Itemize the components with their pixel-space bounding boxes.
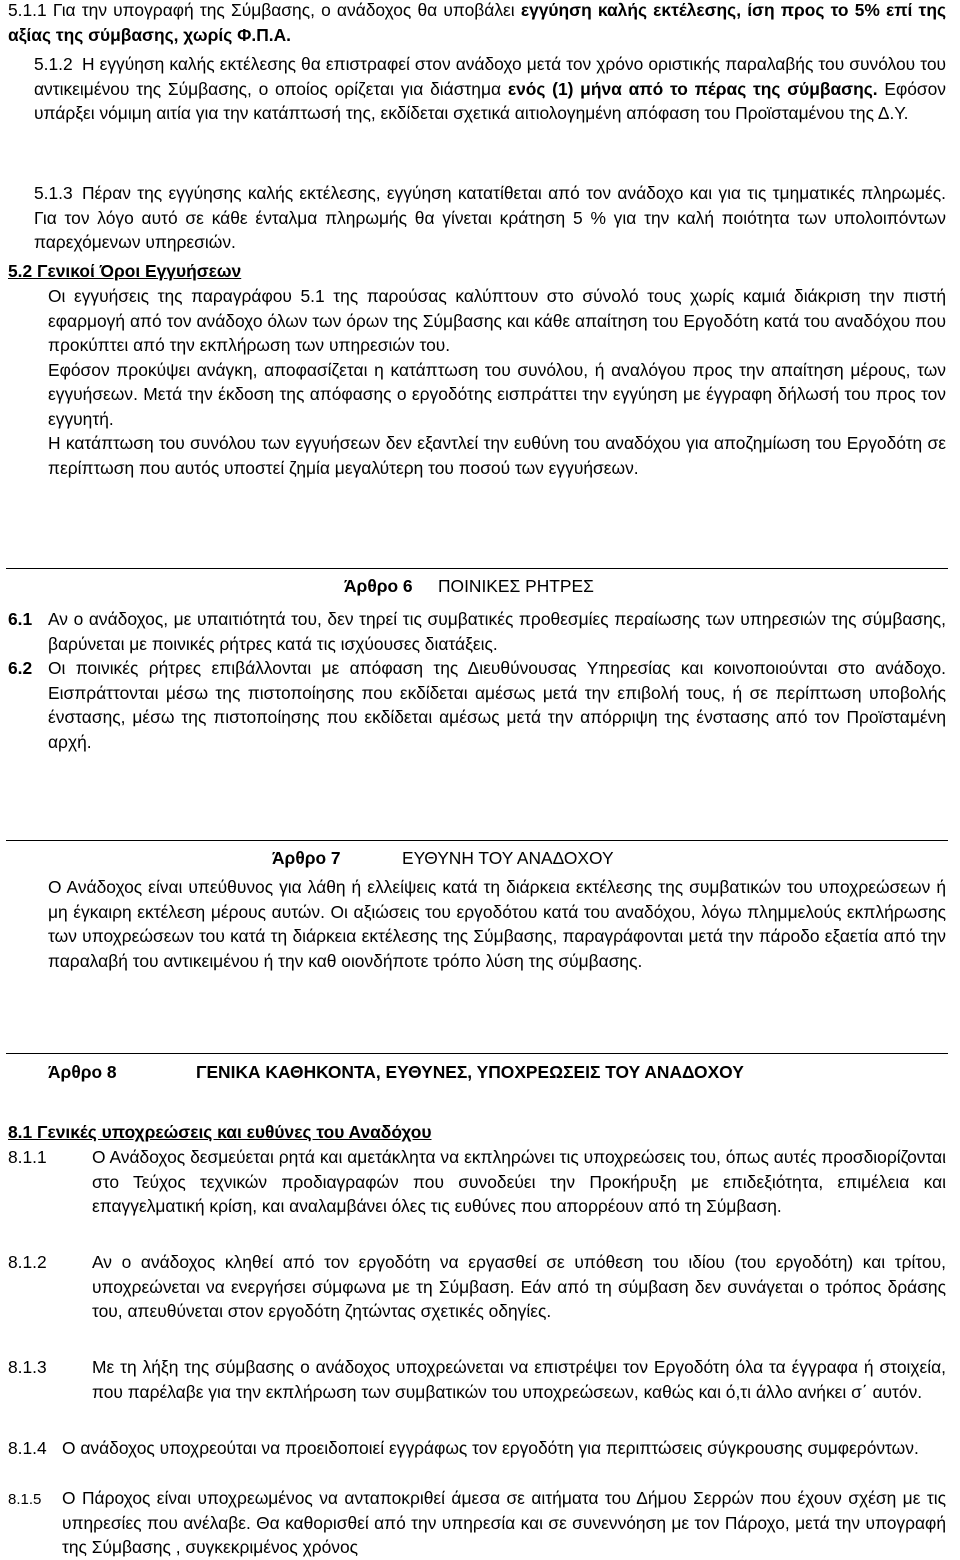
section-number: 5.1.1 xyxy=(8,0,47,20)
item-number: 8.1.5 xyxy=(8,1491,42,1508)
article-8-heading xyxy=(48,1060,744,1085)
section-number: 5.1.2 xyxy=(34,54,73,74)
article-7-heading xyxy=(272,846,614,871)
bold-text: εγγύηση καλής εκτέλεσης, ίση προς το 5% επί της αξίας της σύμβασης, χωρίς Φ.Π.Α. xyxy=(8,0,946,45)
section-number: 6.2 xyxy=(8,658,33,678)
item-8-1-1 xyxy=(92,1145,946,1219)
paragraph-text: Ο ανάδοχος υποχρεούται να προειδοποιεί εγγράφως τον εργοδότη για περιπτώσεις σύγκρουσης συμφερόντων. xyxy=(62,1438,919,1458)
article-label: Άρθρο 8 xyxy=(48,1062,117,1082)
paragraph-text: Για την υπογραφή της Σύμβασης, ο ανάδοχος θα υποβάλει xyxy=(52,0,521,20)
paragraph-text: Η κατάπτωση του συνόλου των εγγυήσεων δεν εξαντλεί την ευθύνη του αναδόχου για αποζημίωση του Εργοδότη σε περίπτωση που αυτός υποστεί ζημία μεγαλύτερη του ποσού των εγγυήσεων. xyxy=(48,433,946,478)
item-8-1-5 xyxy=(62,1486,946,1560)
article-divider xyxy=(6,1053,948,1054)
paragraph-text: Οι εγγυήσεις της παραγράφου 5.1 της παρούσας καλύπτουν στο σύνολό τους χωρίς καμιά διάκριση την πιστή εφαρμογή από τον ανάδοχο όλων των όρων της Σύμβασης και κάθε απαίτηση του Εργοδότη κατά του αναδόχου που προκύπτει από την εκπλήρωση των υπηρεσιών του. xyxy=(48,286,946,355)
paragraph-text: Εφόσον υπάρξει νόμιμη αιτία για την κατάπτωσή της, εκδίδεται σχετικά αιτιολογημένη απόφαση του Προϊσταμένου της Δ.Υ. xyxy=(34,78,947,123)
item-8-1-3 xyxy=(92,1355,946,1404)
article-divider xyxy=(6,568,948,569)
paragraph-text: Εφόσον προκύψει ανάγκη, αποφασίζεται η κατάπτωση του συνόλου, ή αναλόγου προς την απαίτηση μέρους, των εγγυήσεων. Μετά την έκδοση της απόφασης ο εργοδότης εισπράττει την εγγύηση με έγγραφη δήλωσή του προς τον εγγυητή. xyxy=(48,359,946,429)
item-8-1-2 xyxy=(92,1250,946,1324)
article-label: Άρθρο 7 xyxy=(272,848,341,868)
paragraph-text: Αν ο ανάδοχος, με υπαιτιότητά του, δεν τηρεί τις συμβατικές προθεσμίες περαίωσης των υπηρεσιών της σύμβασης, βαρύνεται με ποινικές ρήτρες κατά τις ισχύουσες διατάξεις. xyxy=(48,609,946,654)
article-divider xyxy=(6,840,948,841)
paragraph-text: Οι ποινικές ρήτρες επιβάλλονται με απόφαση της Διευθύνουσας Υπηρεσίας και κοινοποιούνται στο ανάδοχο. Εισπράττονται μέσω της πιστοποίησης που εκδίδεται αμέσως μετά την επιβολή τους, ή σε περίπτωση υποβολής ένστασης, μέσω της πιστοποίησης που εκδίδεται αμέσως μετά την απόρριψη της ένστασης από τον Προϊσταμένη αρχή. xyxy=(48,658,946,752)
section-5-2-title: 5.2 Γενικοί Όροι Εγγυήσεων xyxy=(8,261,242,281)
article-title: ΕΥΘΥΝΗ ΤΟΥ ΑΝΑΔΟΧΟΥ xyxy=(402,848,614,868)
article-title: ΠΟΙΝΙΚΕΣ ΡΗΤΡΕΣ xyxy=(438,576,594,596)
paragraph-text: Ο Ανάδοχος δεσμεύεται ρητά και αμετάκλητα να εκπληρώνει τις υποχρεώσεις του, όπως αυτές προσδιορίζονται στο Τεύχος τεχνικών προδιαγραφών που συνοδεύει την Προκήρυξη με επιδεξιότητα, επιμέλεια και επαγγελματική κρίση, και αναλαμβάνει όλες τις ευθύνες που απορρέουν από τη Σύμβαση. xyxy=(92,1147,946,1216)
paragraph-text: Με τη λήξη της σύμβασης ο ανάδοχος υποχρεώνεται να επιστρέψει τον Εργοδότη όλα τα έγγραφα ή στοιχεία, που παρέλαβε για την εκπλήρωση των συμβατικών του υποχρεώσεων, καθώς και ό,τι άλλο ανήκει σ΄ αυτόν. xyxy=(92,1357,946,1402)
paragraph-text: Ο Ανάδοχος είναι υπεύθυνος για λάθη ή ελλείψεις κατά τη διάρκεια εκτέλεσης της συμβατικών του υποχρεώσεων ή μη έγκαιρη εκτέλεση μέρους αυτών. Οι αξιώσεις του εργοδότου κατά του αναδόχου, λόγω πλημμελούς εκπλήρωσης των υποχρεώσεων του κατά τη διάρκεια εκτέλεσης της Σύμβασης, παραγράφονται μετά την πάροδο εξαετία από την παραλαβή του αντικειμένου ή την καθ οιονδήποτε τρόπο λύση της σύμβασης. xyxy=(48,877,946,971)
section-number: 6.1 xyxy=(8,609,33,629)
article-label: Άρθρο 6 xyxy=(344,576,413,596)
article-title: ΓΕΝΙΚΑ ΚΑΘΗΚΟΝΤΑ, ΕΥΘΥΝΕΣ, ΥΠΟΧΡΕΩΣΕΙΣ ΤΟΥ ΑΝΑΔΟΧΟΥ xyxy=(196,1062,744,1082)
paragraph-text: Ο Πάροχος είναι υποχρεωμένος να ανταποκριθεί άμεσα σε αιτήματα του Δήμου Σερρών που έχουν σχέση με τις υπηρεσίες που ανέλαβε. Θα καθορισθεί από την υπηρεσία και σε συνεννόηση με τον Πάροχο, μετά την υπογραφή της Σύμβασης , συγκεκριμένος χρόνος xyxy=(62,1488,946,1557)
section-5-1-1 xyxy=(8,0,946,47)
item-number: 8.1.4 xyxy=(8,1438,47,1458)
article-7-body xyxy=(48,875,946,973)
paragraph-text: Αν ο ανάδοχος κληθεί από τον εργοδότη να εργασθεί σε υπόθεση του ιδίου (του εργοδότη) και τρίτου, υποχρεώνεται να ενεργήσει σύμφωνα με τη Σύμβαση. Εάν από τη σύμβαση δεν συνάγεται ο τρόπος δράσης του, απευθύνεται στον εργοδότη ζητώντας σχετικές οδηγίες. xyxy=(92,1252,946,1321)
section-5-1-2 xyxy=(34,52,946,126)
section-6-1 xyxy=(48,607,946,656)
paragraph-text: Η εγγύηση καλής εκτέλεσης θα επιστραφεί στον ανάδοχο μετά τον χρόνο οριστικής παραλαβής του συνόλου του αντικειμένου της Σύμβασης, ο οποίος ορίζεται για διάστημα xyxy=(34,54,946,99)
section-5-1-3 xyxy=(34,181,946,255)
section-5-2-body xyxy=(48,284,946,480)
bold-text: ενός (1) μήνα από το πέρας της σύμβασης. xyxy=(507,78,878,99)
paragraph-text: Πέραν της εγγύησης καλής εκτέλεσης, εγγύηση κατατίθεται από τον ανάδοχο και για τις τμηματικές πληρωμές. Για τον λόγο αυτό σε κάθε ένταλμα πληρωμής θα γίνεται κράτηση 5 % για την καλή ποιότητα των υπολοιπόντων παρεχόμενων υπηρεσιών. xyxy=(34,183,946,252)
item-8-1-4 xyxy=(62,1436,946,1461)
item-number: 8.1.3 xyxy=(8,1357,47,1377)
item-number: 8.1.1 xyxy=(8,1147,47,1167)
article-6-heading xyxy=(344,574,594,599)
section-number: 5.1.3 xyxy=(34,183,73,203)
item-number: 8.1.2 xyxy=(8,1252,47,1272)
section-6-2 xyxy=(48,656,946,754)
section-8-1-title: 8.1 Γενικές υποχρεώσεις και ευθύνες του Αναδόχου xyxy=(8,1122,432,1142)
